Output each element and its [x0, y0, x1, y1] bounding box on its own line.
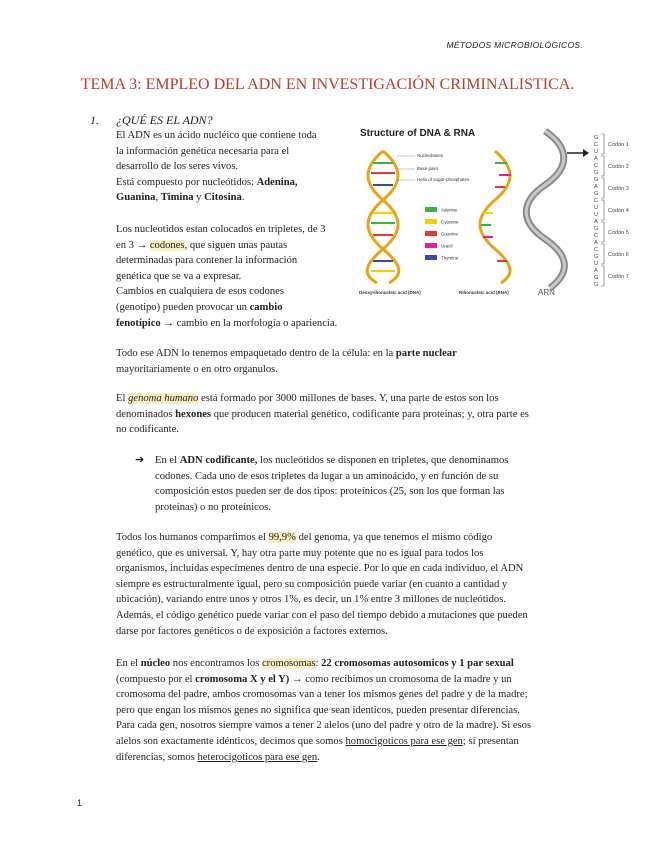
svg-text:G: G [594, 275, 599, 281]
svg-text:G: G [594, 177, 599, 183]
page-title: TEMA 3: EMPLEO DEL ADN EN INVESTIGACIÓN CRIMINALISTICA. [80, 76, 575, 93]
svg-text:U: U [594, 149, 598, 155]
svg-text:C: C [594, 142, 598, 148]
svg-text:Codón 6: Codón 6 [608, 252, 629, 258]
svg-text:U: U [594, 205, 598, 211]
label-helix: Helix of sugar-phosphates [417, 177, 470, 182]
svg-text:A: A [594, 240, 598, 246]
paragraph-chromosomes: En el núcleo nos encontramos los cromosomas: 22 cromosomas autosomicos y 1 par sexual (compuesto por el cromosoma X y el Y) → como recibimos un cromosoma de la madre y un cromosoma del padre, ambos cromosomas van a tener los mismos genes del padre y de la madre; pero que engan los mismos genes no significa que sean identicos, pueden presentar diferencias. Para cada gen, nosotros siempre vamos a tener 2 alelos (uno del padre y otro de la madre). Si esos alelos son exactamente idénticos, decimos que somos homocigoticos para ese gen; si presentan diferencias, somos heterocigoticos para ese gen. [116, 658, 532, 763]
svg-text:G: G [594, 226, 599, 232]
label-nucleobases: Nucleobases [417, 153, 444, 158]
svg-text:Codón 3: Codón 3 [608, 186, 629, 192]
svg-text:U: U [594, 261, 598, 267]
paragraph-dna-definition: El ADN es un ácido nucléico que contiene toda la información genética necesaria para el desarrollo de los seres vivos. Está compuesto por nucleótidos: Adenina, Guanina, Timina y Citosina. [116, 130, 317, 204]
svg-text:C: C [594, 247, 598, 253]
svg-text:Codón 7: Codón 7 [608, 274, 629, 280]
rna-strand [480, 151, 511, 283]
paragraph-nuclear: Todo ese ADN lo tenemos empaquetado dentro de la célula: en la parte nuclear mayoritariamente o en otro organulos. [116, 348, 457, 375]
svg-text:Guanine: Guanine [441, 231, 459, 237]
svg-text:Codón 5: Codón 5 [608, 230, 629, 236]
svg-text:G: G [594, 254, 599, 260]
dna-rna-figure [355, 123, 635, 298]
svg-text:C: C [594, 198, 598, 204]
svg-text:U: U [594, 212, 598, 218]
bullet-arrow: ➔ [135, 454, 145, 466]
svg-text:Cytosine: Cytosine [441, 219, 459, 225]
svg-text:G: G [594, 282, 599, 288]
dna-helix [367, 151, 399, 283]
figure-legend [425, 207, 459, 261]
svg-text:Thymine: Thymine [441, 255, 459, 261]
svg-text:Uracil: Uracil [441, 243, 453, 249]
svg-text:A: A [594, 268, 598, 274]
svg-text:A: A [594, 219, 598, 225]
arn-helix [526, 131, 564, 288]
running-head: MÉTODOS MICROBIOLÓGICOS. [446, 40, 583, 50]
codon-letters [594, 135, 598, 288]
bullet-coding-dna: En el ADN codificante, los nucleótidos se disponen en tripletes, que denominamos codones. Cada uno de esos tripletes da lugar a un aminoácido, y en función de su composición estos pueden ser de dos tipos: proteínicos (25, son los que forman las proteínas) o no proteínicos. [155, 455, 509, 513]
svg-text:Adenine: Adenine [441, 207, 458, 213]
section-number: 1. [90, 113, 99, 127]
paragraph-shared-genome: Todos los humanos compartimos el 99,9% del genoma, ya que tenemos el mismo código genético, que es universal. Y, hay otra parte muy potente que no es igual para todos los organismos, incluidas especímenes dentro de una especie. Por lo que en cada individuo, el ADN siempre es estructuralmente igual, pero su composición puede variar (en cuanto a cantidad y ubicación), variando entre unos y otros 1%, es decir, un 1% entre 3 millones de nucleótidos. Además, el código genético puede variar con el paso del tiempo debido a mutaciones que pueden darse por factores genéticos o de exposición a factores externos. [116, 532, 528, 637]
svg-text:C: C [594, 233, 598, 239]
svg-text:G: G [594, 135, 599, 141]
rna-caption: Ribonucleic acid (RNA) [459, 290, 509, 295]
svg-text:Codón 4: Codón 4 [608, 208, 629, 214]
page-number: 1 [77, 798, 83, 808]
svg-text:Codón 2: Codón 2 [608, 164, 629, 170]
label-base-pairs: Base pairs [417, 166, 439, 171]
svg-text:A: A [594, 156, 598, 162]
figure-title: Structure of DNA & RNA [360, 128, 476, 139]
codon-labels [608, 142, 629, 280]
svg-text:C: C [594, 163, 598, 169]
svg-text:Codón 1: Codón 1 [608, 142, 629, 148]
dna-caption: Deoxyribonucleic acid (DNA) [359, 290, 421, 295]
paragraph-codons: Los nucleotidos estan colocados en tripletes, de 3 en 3 → codones, que siguen unas pautas determinadas para contener la información genética que se va a expresar. Cambios en cualquiera de esos codones (genotipo) pueden provocar un cambio fenotípico → cambio en la morfología o apariencia. [116, 224, 338, 329]
svg-text:G: G [594, 170, 599, 176]
svg-text:A: A [594, 184, 598, 190]
svg-text:G: G [594, 191, 599, 197]
paragraph-genome: El genoma humano está formado por 3000 millones de bases. Y, una parte de estos son los denominados hexones que producen material genético, codificante para proteínas; y, otra parte es no codificante. [116, 393, 529, 436]
arn-label: ARN [538, 288, 555, 297]
section-heading: ¿QUÉ ES EL ADN? [116, 113, 213, 127]
